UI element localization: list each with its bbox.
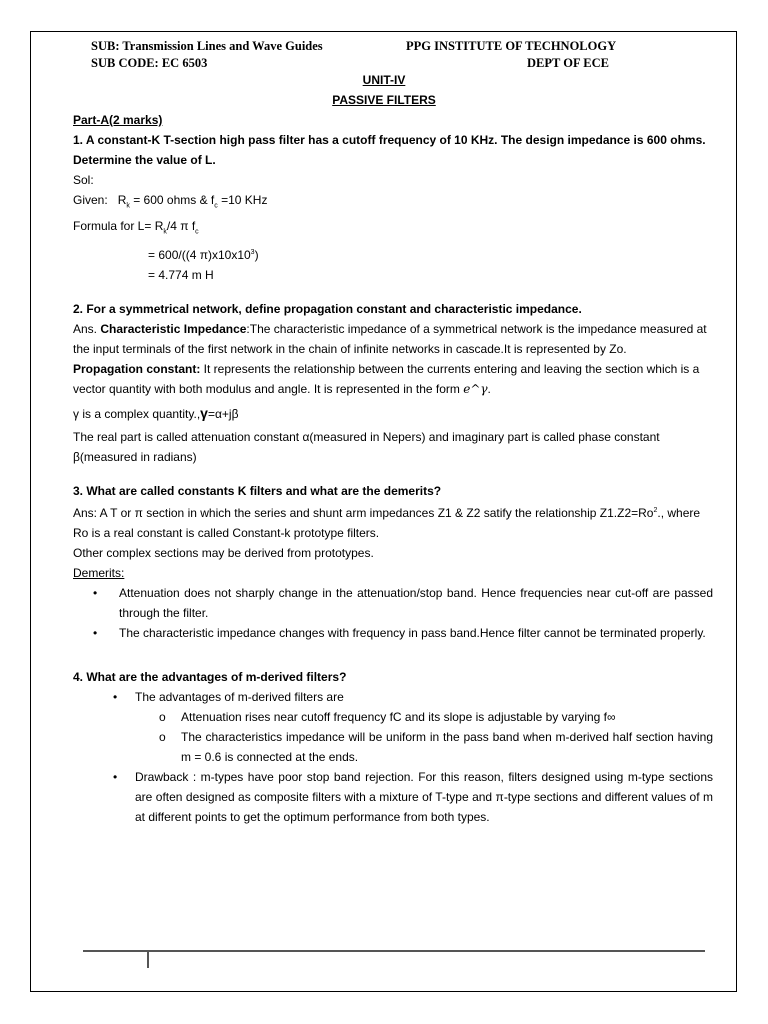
document-body [73,110,713,827]
q1-question: 1. A constant-K T-section high pass filter has a cutoff frequency of 10 KHz. The design impedance is 600 ohms. Determine the value of L. [73,133,706,167]
q1-step1-sup: 3 [250,248,255,256]
list-item: • Drawback : m-types have poor stop band rejection. For this reason, filters designed using m-type sections are often designed as composite filters with a mixture of T-type and π-type sections and different values of m at different points to get the optimum performance from both types. [73,767,713,827]
q1-formula-sub1: k [163,228,167,236]
q2-pc-form: e^γ [463,381,488,396]
q4-question: 4. What are the advantages of m-derived filters? [73,669,347,684]
q1-formula-sub2: c [195,228,199,236]
q3-answer [73,501,713,543]
q3-demerits-label: Demerits: [73,565,125,580]
q2-question: 2. For a symmetrical network, define propagation constant and characteristic impedance. [73,301,582,316]
topic-title: PASSIVE FILTERS [332,93,436,107]
q1-given-fc-sub: c [214,202,218,210]
q4-adv-intro-list [73,687,713,707]
q2-pc-term: Propagation constant: [73,361,201,376]
q1-formula-a: Formula for L= R [73,219,164,234]
footer-rule [83,950,705,952]
q1-step1 [73,243,713,265]
list-item: • Attenuation does not sharply change in the attenuation/stop band. Hence frequencies near cut-off are passed through the filter. [73,583,713,623]
list-item: • The advantages of m-derived filters are [73,687,713,707]
list-item: • The characteristic impedance changes with frequency in pass band.Hence filter cannot be terminated properly. [73,623,713,643]
q2-gamma-line [73,403,713,424]
q3-ans-a: Ans: A T or π section in which the series and shunt arm impedances Z1 & Z2 satify the relationship Z1.Z2=Ro [73,505,654,520]
q4-advantages-list [73,707,713,767]
footer-tick [147,952,149,968]
q3-ans-b: ., where Ro is a real constant is called Constant-k prototype filters. [73,505,701,540]
subject-header: SUB: Transmission Lines and Wave Guides [91,39,323,53]
q2-propagation [73,359,713,399]
q2-char-impedance [73,319,713,359]
q1-step2: = 4.774 m H [148,267,214,282]
unit-title: UNIT-IV [362,73,406,87]
list-item: o Attenuation rises near cutoff frequency fC and its slope is adjustable by varying f∞ [73,707,713,727]
q3-question: 3. What are called constants K filters and what are the demerits? [73,483,442,498]
q1-given [73,190,713,216]
q1-sol: Sol: [73,173,94,187]
part-heading: Part-A(2 marks) [73,113,163,127]
q4-drawback-list [73,767,713,827]
q1-formula [73,216,713,242]
department: DEPT OF ECE [527,56,609,70]
q3-other: Other complex sections may be derived from prototypes. [73,545,374,560]
institute-header: PPG INSTITUTE OF TECHNOLOGY [406,39,617,53]
q2-real-part: The real part is called attenuation constant α(measured in Nepers) and imaginary part is called phase constant β(measured in radians) [73,429,660,464]
q1-step1-a: = 600/((4 π)x10x10 [148,247,251,262]
q3-demerits-list [73,583,713,643]
q2-ci-term: Characteristic Impedance [100,321,247,336]
q2-pc-text: It represents the relationship between the currents entering and leaving the section which is a vector quantity with both modulus and angle. It is represented in the form [73,361,700,396]
q1-given-rk-sub: k [126,202,130,210]
q2-gamma-a: γ is a complex quantity., [73,406,201,421]
q1-given-end: =10 KHz [217,193,268,207]
q1-given-rk: R [117,193,127,207]
q2-gamma-b: =α+jβ [207,406,239,421]
q1-given-label: Given: [73,193,108,207]
list-item: o The characteristics impedance will be uniform in the pass band when m-derived half section having m = 0.6 is connected at the ends. [73,727,713,767]
q2-ci-text: :The characteristic impedance of a symmetrical network is the impedance measured at the input terminals of the first network in the chain of infinite networks in cascade.It is represented by Zo. [73,321,707,356]
q2-gamma-bold: γ [200,404,208,421]
q1-step1-b: ) [254,247,259,262]
q3-ans-sup: 2 [653,506,658,514]
subject-code: SUB CODE: EC 6503 [91,56,208,70]
q1-formula-b: /4 π f [166,219,196,234]
q2-pc-end: . [487,381,491,396]
q1-given-rest: = 600 ohms & f [129,193,215,207]
q2-ans-prefix: Ans. [73,321,98,336]
